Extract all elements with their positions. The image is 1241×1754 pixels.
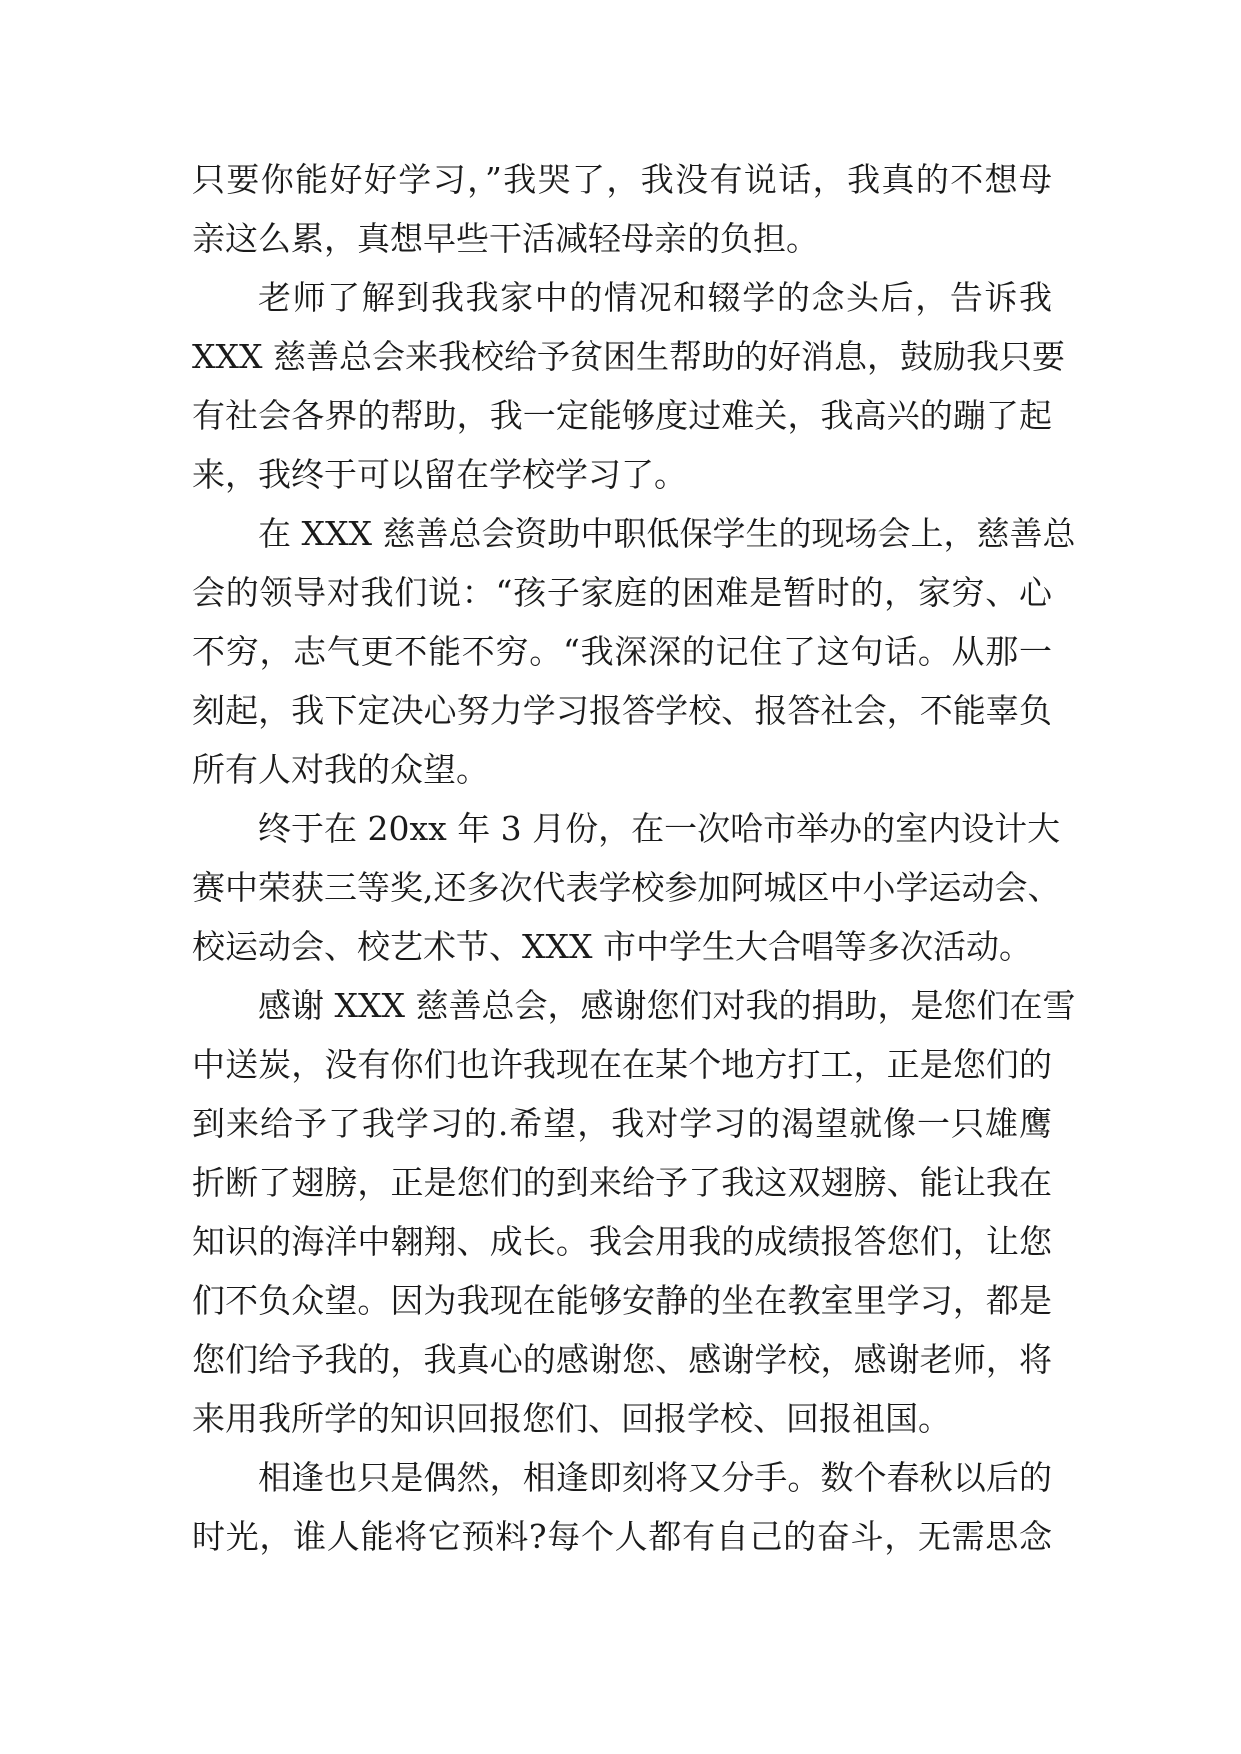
text-line: XXX 慈善总会来我校给予贫困生帮助的好消息，鼓励我只要 — [192, 337, 1065, 376]
body-text — [192, 150, 1076, 1566]
text-line: 知识的海洋中翱翔、成长。我会用我的成绩报答您们，让您 — [192, 1222, 1052, 1261]
text-line: 中送炭，没有你们也许我现在在某个地方打工，正是您们的 — [192, 1045, 1052, 1084]
paragraph-first-line: 在 XXX 慈善总会资助中职低保学生的现场会上，慈善总 — [258, 514, 1076, 553]
text-line: 们不负众望。因为我现在能够安静的坐在教室里学习，都是 — [192, 1281, 1052, 1320]
text-line: 所有人对我的众望。 — [192, 750, 489, 789]
text-line: 时光，谁人能将它预料?每个人都有自己的奋斗，无需思念 — [192, 1517, 1052, 1556]
text-line: 来用我所学的知识回报您们、回报学校、回报祖国。 — [192, 1399, 951, 1438]
text-line: 不穷，志气更不能不穷。“我深深的记住了这句话。从那一 — [192, 632, 1052, 671]
text-line: 只要你能好好学习，”我哭了，我没有说话，我真的不想母 — [192, 160, 1052, 199]
text-line: 校运动会、校艺术节、XXX 市中学生大合唱等多次活动。 — [192, 927, 1032, 966]
text-line: 刻起，我下定决心努力学习报答学校、报答社会，不能辜负 — [192, 691, 1052, 730]
text-line: 亲这么累，真想早些干活减轻母亲的负担。 — [192, 219, 819, 258]
paragraph-first-line: 相逢也只是偶然，相逢即刻将又分手。数个春秋以后的 — [258, 1458, 1052, 1497]
text-line: 折断了翅膀，正是您们的到来给予了我这双翅膀、能让我在 — [192, 1163, 1052, 1202]
paragraph-first-line: 终于在 20xx 年 3 月份，在一次哈市举办的室内设计大 — [258, 809, 1061, 848]
paragraph-first-line: 老师了解到我我家中的情况和辍学的念头后，告诉我 — [258, 278, 1052, 317]
text-line: 您们给予我的，我真心的感谢您、感谢学校，感谢老师，将 — [192, 1340, 1052, 1379]
paragraph-first-line: 感谢 XXX 慈善总会，感谢您们对我的捐助，是您们在雪 — [258, 986, 1076, 1025]
text-line: 到来给予了我学习的.希望，我对学习的渴望就像一只雄鹰 — [192, 1104, 1052, 1143]
text-line: 来，我终于可以留在学校学习了。 — [192, 455, 687, 494]
text-line: 赛中荣获三等奖,还多次代表学校参加阿城区中小学运动会、 — [192, 868, 1061, 907]
text-line: 有社会各界的帮助，我一定能够度过难关，我高兴的蹦了起 — [192, 396, 1052, 435]
text-line: 会的领导对我们说：“孩子家庭的困难是暂时的，家穷、心 — [192, 573, 1052, 612]
